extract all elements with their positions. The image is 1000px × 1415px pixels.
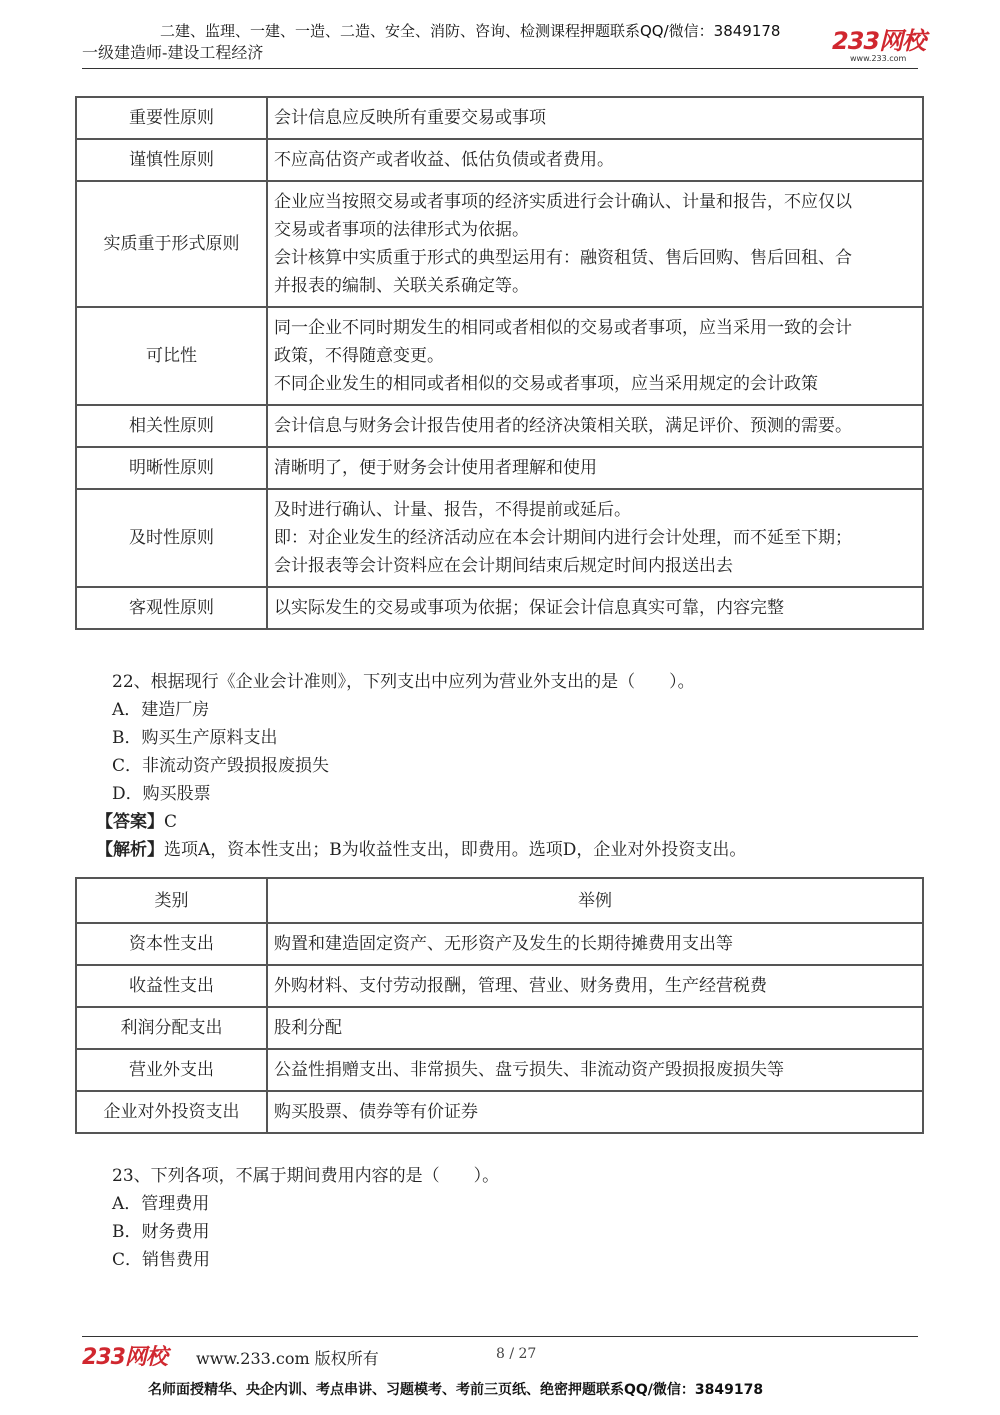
expense-category: 收益性支出 bbox=[76, 965, 267, 1007]
table-header-row bbox=[76, 878, 923, 923]
table-row bbox=[76, 1091, 923, 1133]
column-header-example: 举例 bbox=[267, 878, 923, 923]
principle-name: 重要性原则 bbox=[76, 97, 267, 139]
question-22-stem: 22、根据现行《企业会计准则》，下列支出中应列为营业外支出的是（ ）。 bbox=[112, 672, 695, 692]
header-divider bbox=[82, 68, 918, 69]
table-row bbox=[76, 1049, 923, 1091]
table-row bbox=[76, 489, 923, 587]
question-22-option-b: B．购买生产原料支出 bbox=[112, 728, 278, 748]
question-23-option-a: A．管理费用 bbox=[112, 1194, 210, 1214]
expense-table bbox=[75, 877, 924, 1134]
principle-name: 谨慎性原则 bbox=[76, 139, 267, 181]
table-row bbox=[76, 181, 923, 307]
principle-name: 相关性原则 bbox=[76, 405, 267, 447]
expense-category: 营业外支出 bbox=[76, 1049, 267, 1091]
table-row bbox=[76, 405, 923, 447]
expense-category: 资本性支出 bbox=[76, 923, 267, 965]
principle-name: 实质重于形式原则 bbox=[76, 181, 267, 307]
question-22-analysis: 【解析】选项A，资本性支出；B为收益性支出，即费用。选项D，企业对外投资支出。 bbox=[96, 840, 747, 860]
table-row bbox=[76, 587, 923, 629]
header-logo bbox=[832, 28, 925, 63]
question-22-option-c: C．非流动资产毁损报废损失 bbox=[112, 756, 330, 776]
table-row bbox=[76, 307, 923, 405]
principle-description: 不应高估资产或者收益、低估负债或者费用。 bbox=[267, 139, 923, 181]
footer-logo: 233网校 bbox=[82, 1345, 167, 1370]
footer-divider bbox=[82, 1336, 918, 1337]
principle-description: 企业应当按照交易或者事项的经济实质进行会计确认、计量和报告，不应仅以 交易或者事项的法律形式为依据。 会计核算中实质重于形式的典型运用有：融资租赁、售后回购、售后回租、合 并报表的编制、关联关系确定等。 bbox=[267, 181, 923, 307]
question-22-option-a: A．建造厂房 bbox=[112, 700, 210, 720]
logo-text: 233网校 bbox=[832, 27, 926, 55]
table-row bbox=[76, 97, 923, 139]
table-row bbox=[76, 139, 923, 181]
principle-name: 客观性原则 bbox=[76, 587, 267, 629]
principles-table bbox=[75, 96, 924, 630]
principle-description: 清晰明了，便于财务会计使用者理解和使用 bbox=[267, 447, 923, 489]
expense-example: 购置和建造固定资产、无形资产及发生的长期待摊费用支出等 bbox=[267, 923, 923, 965]
table-row bbox=[76, 1007, 923, 1049]
footer-banner: 名师面授精华、央企内训、考点串讲、习题模考、考前三页纸、绝密押题联系QQ/微信：3849178 bbox=[148, 1382, 764, 1398]
question-22-option-d: D．购买股票 bbox=[112, 784, 211, 804]
expense-example: 购买股票、债券等有价证券 bbox=[267, 1091, 923, 1133]
logo-site: www.233.com bbox=[850, 54, 907, 63]
table-row bbox=[76, 447, 923, 489]
principle-name: 可比性 bbox=[76, 307, 267, 405]
table-row bbox=[76, 923, 923, 965]
principle-description: 同一企业不同时期发生的相同或者相似的交易或者事项，应当采用一致的会计 政策，不得随意变更。 不同企业发生的相同或者相似的交易或者事项，应当采用规定的会计政策 bbox=[267, 307, 923, 405]
principle-description: 会计信息应反映所有重要交易或事项 bbox=[267, 97, 923, 139]
page-number: 8 / 27 bbox=[496, 1346, 537, 1362]
column-header-category: 类别 bbox=[76, 878, 267, 923]
expense-example: 股利分配 bbox=[267, 1007, 923, 1049]
question-23-option-b: B．财务费用 bbox=[112, 1222, 210, 1242]
principle-description: 会计信息与财务会计报告使用者的经济决策相关联，满足评价、预测的需要。 bbox=[267, 405, 923, 447]
question-23-stem: 23、下列各项，不属于期间费用内容的是（ ）。 bbox=[112, 1166, 500, 1186]
principle-description: 及时进行确认、计量、报告，不得提前或延后。 即：对企业发生的经济活动应在本会计期间内进行会计处理，而不延至下期； 会计报表等会计资料应在会计期间结束后规定时间内报送出去 bbox=[267, 489, 923, 587]
principle-name: 及时性原则 bbox=[76, 489, 267, 587]
expense-example: 公益性捐赠支出、非常损失、盘亏损失、非流动资产毁损报废损失等 bbox=[267, 1049, 923, 1091]
question-23-option-c: C．销售费用 bbox=[112, 1250, 211, 1270]
header-banner: 二建、监理、一建、一造、二造、安全、消防、咨询、检测课程押题联系QQ/微信：3849178 bbox=[160, 22, 781, 40]
table-row bbox=[76, 965, 923, 1007]
expense-category: 利润分配支出 bbox=[76, 1007, 267, 1049]
question-22-answer: 【答案】C bbox=[96, 812, 178, 832]
footer-copyright: www.233.com 版权所有 bbox=[196, 1349, 379, 1368]
principle-name: 明晰性原则 bbox=[76, 447, 267, 489]
document-subtitle: 一级建造师-建设工程经济 bbox=[82, 43, 264, 62]
expense-category: 企业对外投资支出 bbox=[76, 1091, 267, 1133]
principle-description: 以实际发生的交易或事项为依据；保证会计信息真实可靠，内容完整 bbox=[267, 587, 923, 629]
expense-example: 外购材料、支付劳动报酬，管理、营业、财务费用，生产经营税费 bbox=[267, 965, 923, 1007]
